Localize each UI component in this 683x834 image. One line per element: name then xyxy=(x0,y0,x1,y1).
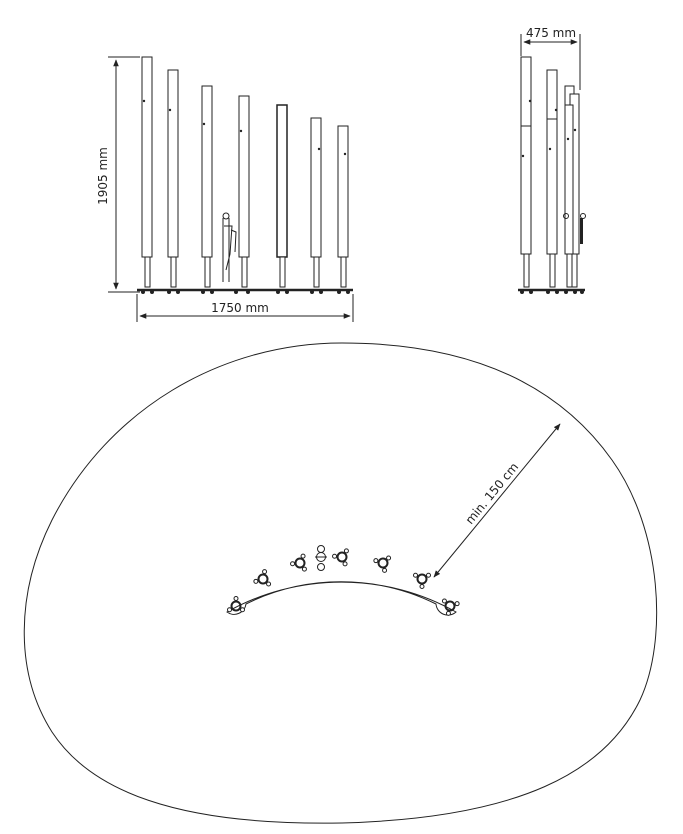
post-7 xyxy=(338,126,348,287)
front-elevation xyxy=(96,57,353,322)
post-footprint-icon xyxy=(442,599,459,615)
post-footprint-icon xyxy=(333,549,349,566)
safety-distance-label: min. 150 cm xyxy=(462,459,522,527)
side-posts xyxy=(521,57,586,287)
post-5 xyxy=(277,105,287,287)
height-label: 1905 mm xyxy=(96,147,110,205)
width-dimension xyxy=(137,294,353,322)
safety-zone-outline xyxy=(24,343,656,823)
post-3 xyxy=(202,86,212,287)
post-footprint-icon xyxy=(414,573,431,588)
post-footprint-icon xyxy=(291,554,307,571)
plan-view xyxy=(24,343,656,823)
handle-footprint-icon xyxy=(315,546,327,571)
safety-distance-dimension xyxy=(434,424,560,577)
post-4 xyxy=(239,96,249,287)
side-elevation xyxy=(518,26,586,294)
post-1 xyxy=(142,57,152,287)
depth-label: 475 mm xyxy=(525,26,577,40)
handle-icon xyxy=(223,213,236,282)
height-dimension xyxy=(96,57,140,292)
width-label: 1750 mm xyxy=(211,301,269,315)
front-posts xyxy=(142,57,348,287)
front-base xyxy=(137,290,353,294)
post-footprint-icon xyxy=(374,556,391,572)
post-footprint-icon xyxy=(254,570,271,586)
side-base xyxy=(518,290,585,294)
post-6 xyxy=(311,118,321,287)
post-2 xyxy=(168,70,178,287)
